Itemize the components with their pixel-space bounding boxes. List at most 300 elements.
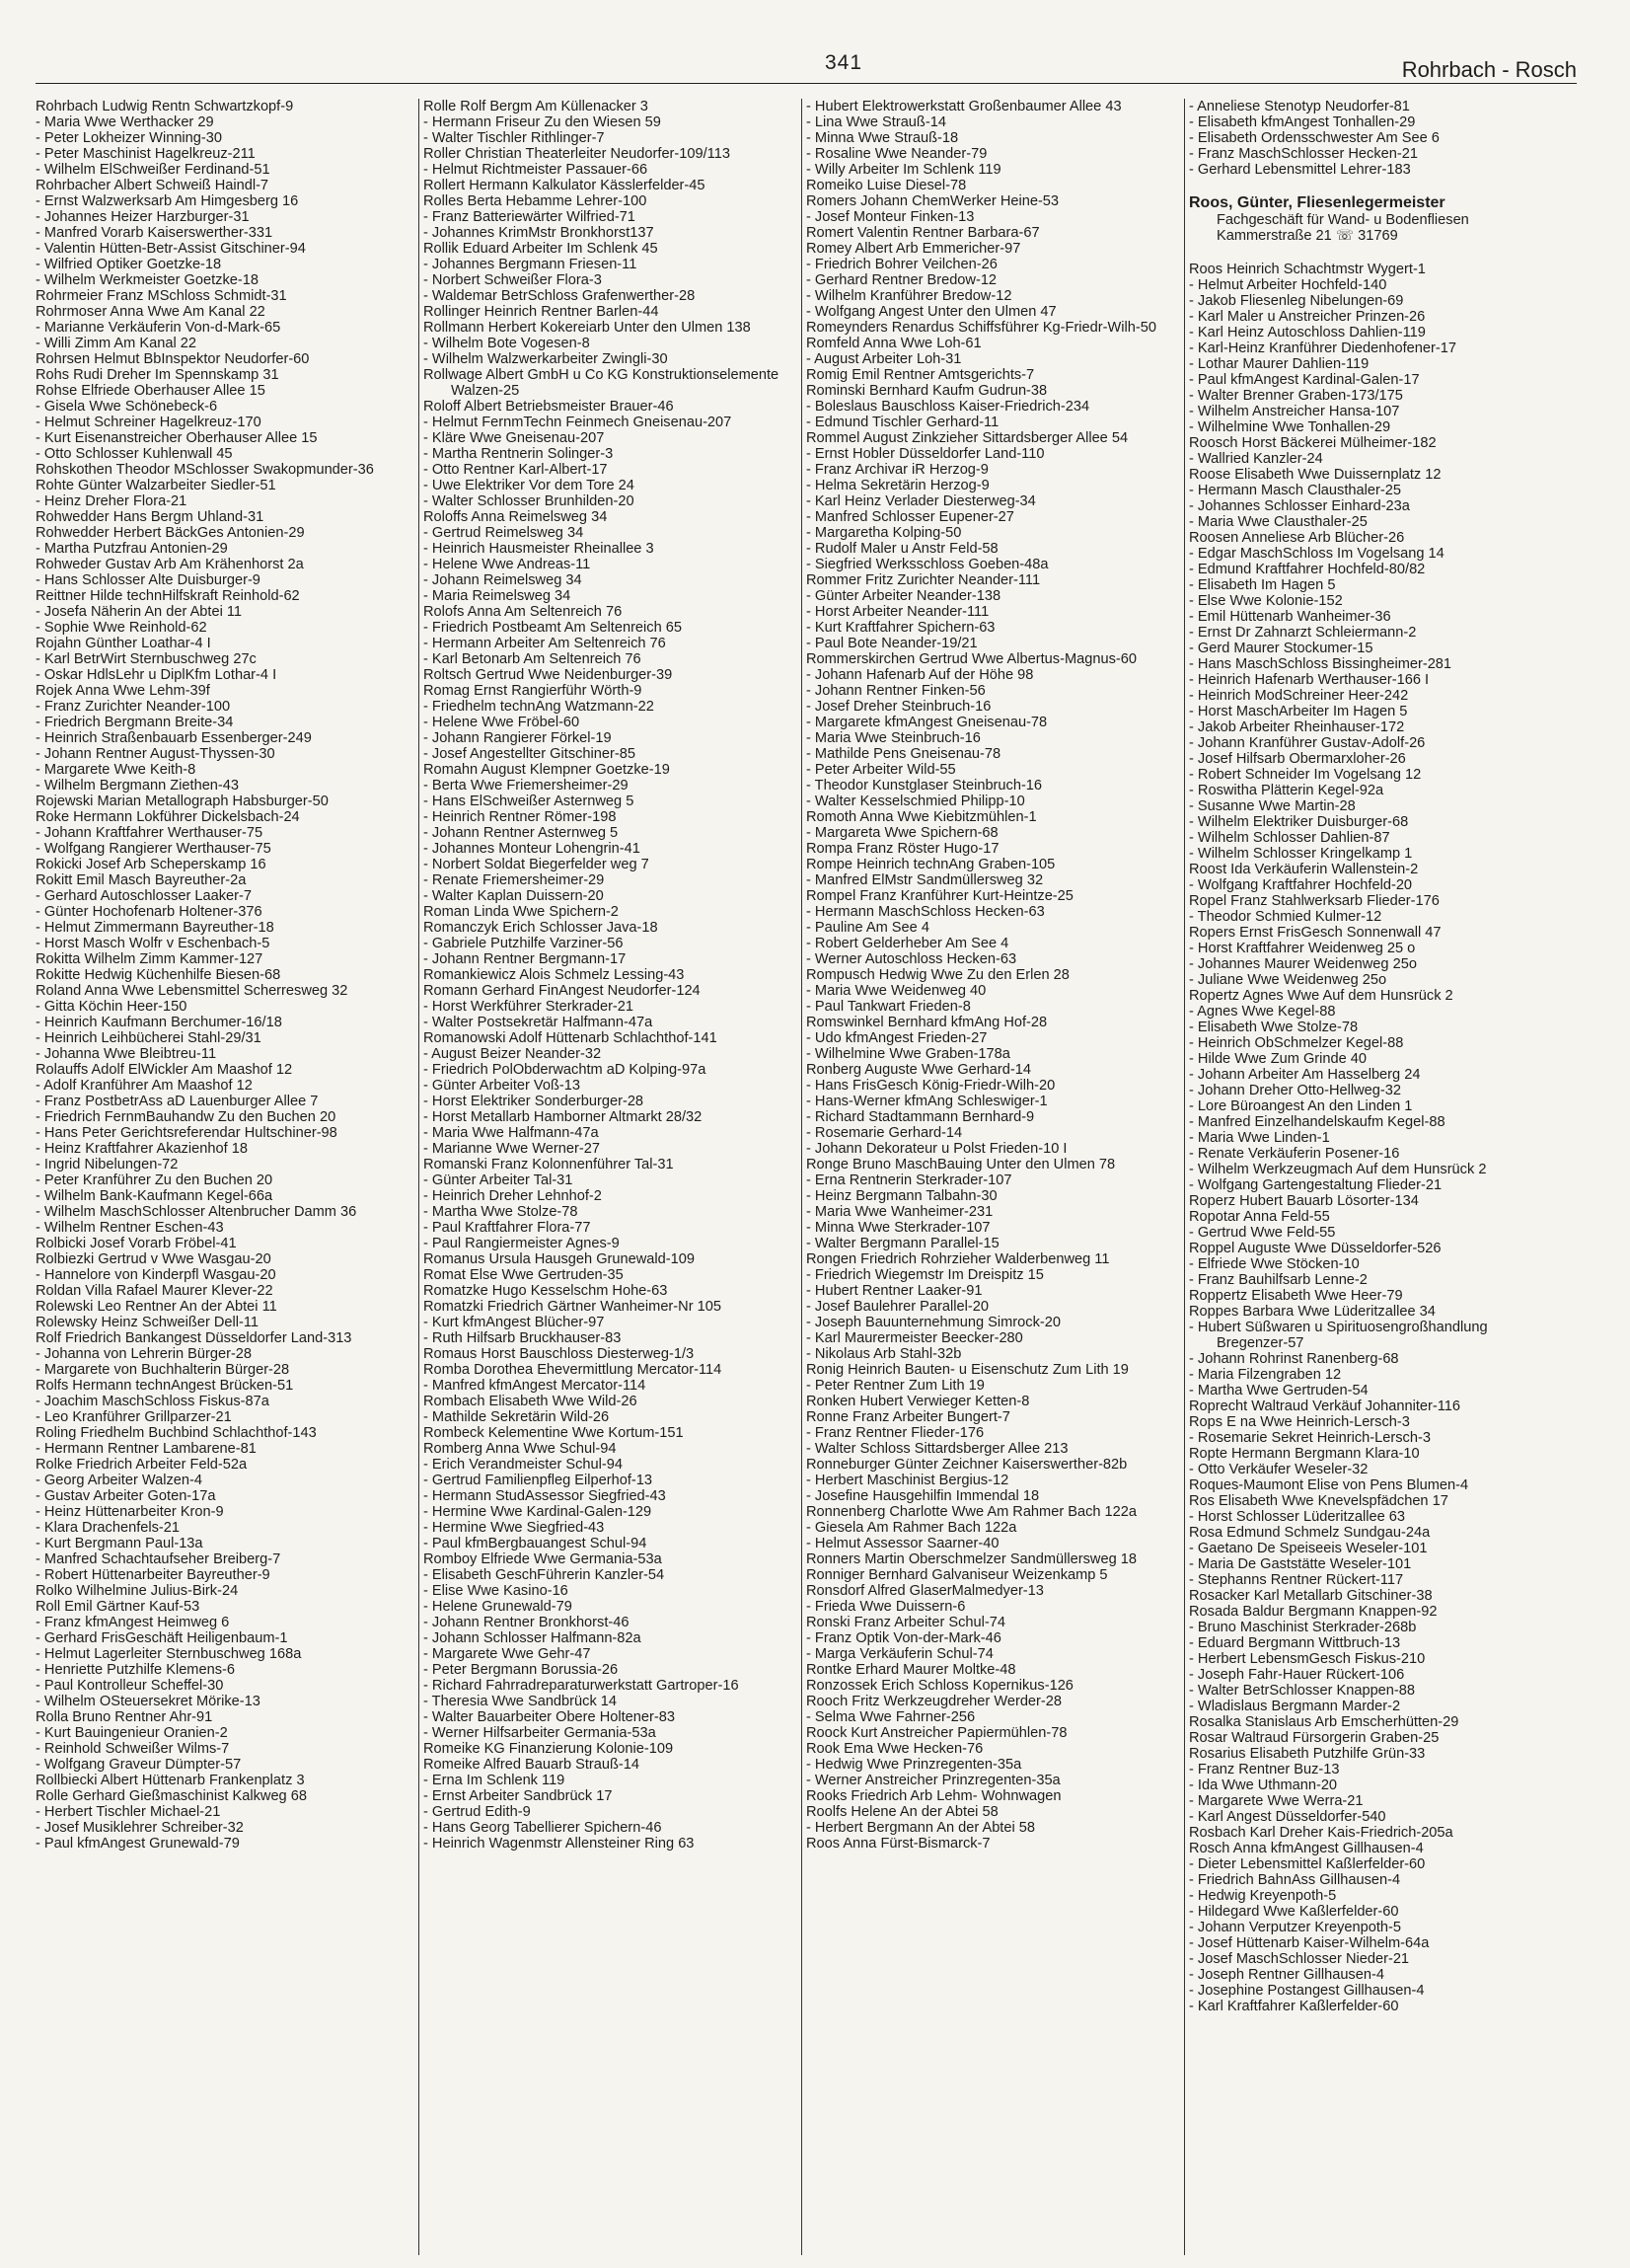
- directory-entry: Rolle Rolf Bergm Am Küllenacker 3: [423, 99, 648, 114]
- directory-entry: - Margarete Wwe Werra-21: [1189, 1793, 1364, 1809]
- directory-entry: - Elise Wwe Kasino-16: [423, 1583, 568, 1599]
- directory-entry: Romey Albert Arb Emmericher-97: [806, 241, 1021, 257]
- directory-entry: - Herbert LebensmGesch Fiskus-210: [1189, 1651, 1426, 1667]
- directory-entry: Roost Ida Verkäuferin Wallenstein-2: [1189, 862, 1419, 877]
- directory-entry: - Elisabeth Ordensschwester Am See 6: [1189, 130, 1440, 146]
- directory-entry: - Hans-Werner kfmAng Schleswiger-1: [806, 1094, 1048, 1109]
- directory-entry: - Karl Maler u Anstreicher Prinzen-26: [1189, 309, 1426, 325]
- business-advert: [1189, 193, 1561, 244]
- directory-entry: - Paul kfmAngest Kardinal-Galen-17: [1189, 372, 1420, 388]
- directory-entry: - Reinhold Schweißer Wilms-7: [36, 1741, 230, 1757]
- directory-entry: - Josephine Postangest Gillhausen-4: [1189, 1983, 1425, 1999]
- directory-entry: Roos Heinrich Schachtmstr Wygert-1: [1189, 262, 1426, 277]
- directory-entry: Rolla Bruno Rentner Ahr-91: [36, 1709, 213, 1725]
- directory-entry: - Siegfried Werksschloss Goeben-48a: [806, 557, 1049, 572]
- directory-entry: - Josef Musiklehrer Schreiber-32: [36, 1820, 244, 1836]
- directory-entry: - Johann Rangierer Förkel-19: [423, 730, 612, 746]
- directory-entry: Rollbiecki Albert Hüttenarb Frankenplatz 3: [36, 1773, 305, 1788]
- directory-entry: - Erna Rentnerin Sterkrader-107: [806, 1172, 1012, 1188]
- directory-entry: - Hans ElSchweißer Asternweg 5: [423, 794, 634, 809]
- directory-entry: Roperz Hubert Bauarb Lösorter-134: [1189, 1193, 1419, 1209]
- directory-entry: - Peter Lokheizer Winning-30: [36, 130, 222, 146]
- directory-entry: - Heinz Bergmann Talbahn-30: [806, 1188, 998, 1204]
- directory-entry: Rojahn Günther Loathar-4 I: [36, 636, 211, 651]
- directory-entry: Ropotar Anna Feld-55: [1189, 1209, 1330, 1225]
- directory-entry: Roock Kurt Anstreicher Papiermühlen-78: [806, 1725, 1068, 1741]
- directory-entry: - Herbert Bergmann An der Abtei 58: [806, 1820, 1036, 1836]
- directory-entry: - Horst Kraftfahrer Weidenweg 25 o: [1189, 941, 1416, 956]
- directory-entry: - Wilhelm Rentner Eschen-43: [36, 1220, 224, 1236]
- directory-entry: - Hedwig Wwe Prinzregenten-35a: [806, 1757, 1022, 1773]
- directory-entry: - Paul Rangiermeister Agnes-9: [423, 1236, 620, 1251]
- directory-entry: - Johann Rohrinst Ranenberg-68: [1189, 1351, 1399, 1367]
- directory-entry: Ropers Ernst FrisGesch Sonnenwall 47: [1189, 925, 1442, 941]
- directory-entry: - Johannes Monteur Lohengrin-41: [423, 841, 640, 857]
- directory-entry: Romann Gerhard FinAngest Neudorfer-124: [423, 983, 701, 999]
- directory-entry: - Gerhard Lebensmittel Lehrer-183: [1189, 162, 1411, 178]
- directory-entry: - Maria Wwe Wanheimer-231: [806, 1204, 994, 1220]
- directory-entry: Rooch Fritz Werkzeugdreher Werder-28: [806, 1694, 1063, 1709]
- directory-entry: - Hermann Friseur Zu den Wiesen 59: [423, 114, 661, 130]
- directory-entry: - Wilhelm Anstreicher Hansa-107: [1189, 404, 1400, 419]
- directory-entry: - Walter Bauarbeiter Obere Holtener-83: [423, 1709, 675, 1725]
- directory-entry: Rominski Bernhard Kaufm Gudrun-38: [806, 383, 1048, 399]
- directory-entry: - Karl Kraftfahrer Kaßlerfelder-60: [1189, 1999, 1399, 2014]
- directory-entry: Rolofs Anna Am Seltenreich 76: [423, 604, 623, 620]
- directory-entry: Rohrbacher Albert Schweiß Haindl-7: [36, 178, 269, 193]
- directory-entry: - Gitta Köchin Heer-150: [36, 999, 187, 1015]
- directory-columns: [36, 99, 1594, 2255]
- entry-group-after-advert: [1189, 262, 1561, 2014]
- directory-entry: - Hildegard Wwe Kaßlerfelder-60: [1189, 1904, 1399, 1920]
- directory-entry: - Margarete kfmAngest Gneisenau-78: [806, 715, 1048, 730]
- directory-entry: - Johann Kranführer Gustav-Adolf-26: [1189, 735, 1426, 751]
- directory-entry: - Josef MaschSchlosser Nieder-21: [1189, 1951, 1410, 1967]
- directory-entry: - Josef Monteur Finken-13: [806, 209, 975, 225]
- directory-entry: - Mathilde Sekretärin Wild-26: [423, 1409, 610, 1425]
- directory-entry: Roppes Barbara Wwe Lüderitzallee 34: [1189, 1304, 1436, 1320]
- directory-entry: Ronken Hubert Verwieger Ketten-8: [806, 1394, 1030, 1409]
- directory-entry: Romeiko Luise Diesel-78: [806, 178, 967, 193]
- directory-entry: Rops E na Wwe Heinrich-Lersch-3: [1189, 1414, 1410, 1430]
- directory-entry: Rosar Waltraud Fürsorgerin Graben-25: [1189, 1730, 1440, 1746]
- directory-entry: - Hannelore von Kinderpfl Wasgau-20: [36, 1267, 276, 1283]
- directory-entry: - Kläre Wwe Gneisenau-207: [423, 430, 605, 446]
- directory-entry: - Johann Schlosser Halfmann-82a: [423, 1630, 641, 1646]
- directory-entry: - Lore Büroangest An den Linden 1: [1189, 1098, 1413, 1114]
- directory-entry: - Wolfgang Kraftfahrer Hochfeld-20: [1189, 877, 1413, 893]
- directory-entry: Rojek Anna Wwe Lehm-39f: [36, 683, 210, 699]
- directory-entry: - Klara Drachenfels-21: [36, 1520, 181, 1536]
- directory-entry: - Friedrich Wiegemstr Im Dreispitz 15: [806, 1267, 1044, 1283]
- directory-entry: - Hans Georg Tabellierer Spichern-46: [423, 1820, 662, 1836]
- directory-entry: - Renate Verkäuferin Posener-16: [1189, 1146, 1400, 1162]
- directory-entry: - Johann Reimelsweg 34: [423, 572, 582, 588]
- directory-entry: - Karl Betonarb Am Seltenreich 76: [423, 651, 641, 667]
- directory-entry: - Renate Friemersheimer-29: [423, 872, 605, 888]
- directory-entry: Romig Emil Rentner Amtsgerichts-7: [806, 367, 1035, 383]
- directory-entry: - Johann Rentner Finken-56: [806, 683, 986, 699]
- directory-entry: Roolfs Helene An der Abtei 58: [806, 1804, 999, 1820]
- directory-entry: - Gisela Wwe Schönebeck-6: [36, 399, 218, 415]
- directory-entry: Rooks Friedrich Arb Lehm- Wohnwagen: [806, 1788, 1062, 1804]
- directory-entry: Romoth Anna Wwe Kiebitzmühlen-1: [806, 809, 1037, 825]
- directory-entry: - Minna Wwe Strauß-18: [806, 130, 959, 146]
- directory-entry: Rolko Wilhelmine Julius-Birk-24: [36, 1583, 239, 1599]
- directory-entry: Romers Johann ChemWerker Heine-53: [806, 193, 1060, 209]
- directory-entry: - Hilde Wwe Zum Grinde 40: [1189, 1051, 1368, 1067]
- directory-entry: Rohwedder Herbert BäckGes Antonien-29: [36, 525, 305, 541]
- directory-entry: - Kurt Bergmann Paul-13a: [36, 1536, 203, 1551]
- directory-entry: - Walter Tischler Rithlinger-7: [423, 130, 605, 146]
- directory-entry: - Friedrich FernmBauhandw Zu den Buchen 20: [36, 1109, 336, 1125]
- directory-entry: - Horst Arbeiter Neander-111: [806, 604, 990, 620]
- directory-entry: Roosen Anneliese Arb Blücher-26: [1189, 530, 1405, 546]
- directory-entry: - Eduard Bergmann Wittbruch-13: [1189, 1635, 1401, 1651]
- directory-column-1: [36, 99, 412, 2255]
- directory-entry: - Johannes KrimMstr Bronkhorst137: [423, 225, 654, 241]
- directory-entry: - Erna Im Schlenk 119: [423, 1773, 565, 1788]
- directory-entry: - Joachim MaschSchloss Fiskus-87a: [36, 1394, 269, 1409]
- directory-entry: - Franz Zurichter Neander-100: [36, 699, 231, 715]
- directory-entry: - Theodor Kunstglaser Steinbruch-16: [806, 778, 1043, 794]
- directory-entry: - Adolf Kranführer Am Maashof 12: [36, 1078, 253, 1094]
- directory-entry: Rohte Günter Walzarbeiter Siedler-51: [36, 478, 276, 493]
- directory-entry: Ronsdorf Alfred GlaserMalmedyer-13: [806, 1583, 1044, 1599]
- directory-entry: Rolfs Hermann technAngest Brücken-51: [36, 1378, 294, 1394]
- directory-entry: Roke Hermann Lokführer Dickelsbach-24: [36, 809, 300, 825]
- directory-entry: Ronzossek Erich Schloss Kopernikus-126: [806, 1678, 1074, 1694]
- directory-entry: - Manfred Schachtaufseher Breiberg-7: [36, 1551, 281, 1567]
- directory-entry: - Juliane Wwe Weidenweg 25o: [1189, 972, 1387, 988]
- directory-entry: Romeike KG Finanzierung Kolonie-109: [423, 1741, 674, 1757]
- directory-entry: Rombeck Kelementine Wwe Kortum-151: [423, 1425, 684, 1441]
- directory-entry: - Johann Hafenarb Auf der Höhe 98: [806, 667, 1034, 683]
- directory-entry: - Horst Metallarb Hamborner Altmarkt 28/32: [423, 1109, 703, 1125]
- directory-entry: Roques-Maumont Elise von Pens Blumen-4: [1189, 1477, 1469, 1493]
- directory-entry: - Josef Hilfsarb Obermarxloher-26: [1189, 751, 1406, 767]
- directory-entry: Romberg Anna Wwe Schul-94: [423, 1441, 617, 1457]
- directory-entry: - Johann Rentner Bronkhorst-46: [423, 1615, 630, 1630]
- directory-entry: - Gabriele Putzhilfe Varziner-56: [423, 936, 624, 951]
- directory-entry: - Herbert Tischler Michael-21: [36, 1804, 221, 1820]
- directory-entry: - Peter Maschinist Hagelkreuz-211: [36, 146, 256, 162]
- directory-entry: Romanus Ursula Hausgeh Grunewald-109: [423, 1251, 695, 1267]
- directory-entry: - Hans Schlosser Alte Duisburger-9: [36, 572, 260, 588]
- directory-entry: - Ernst Hobler Düsseldorfer Land-110: [806, 446, 1045, 462]
- directory-entry: - Friedrich Bohrer Veilchen-26: [806, 257, 998, 272]
- directory-entry: Rook Ema Wwe Hecken-76: [806, 1741, 984, 1757]
- directory-entry: - Günter Hochofenarb Holtener-376: [36, 904, 262, 920]
- directory-entry: - Franz PostbetrAss aD Lauenburger Allee 7: [36, 1094, 319, 1109]
- directory-entry: Rollwage Albert GmbH u Co KG Konstruktionselemente Walzen-25: [423, 367, 779, 399]
- directory-entry: - Friedrich PolObderwachtm aD Kolping-97a: [423, 1062, 706, 1078]
- directory-entry: Rolbiezki Gertrud v Wwe Wasgau-20: [36, 1251, 271, 1267]
- directory-entry: Roman Linda Wwe Spichern-2: [423, 904, 619, 920]
- directory-entry: - Maria Wwe Werthacker 29: [36, 114, 214, 130]
- directory-entry: - Gerhard Rentner Bredow-12: [806, 272, 998, 288]
- directory-entry: - Rosemarie Gerhard-14: [806, 1125, 963, 1141]
- directory-column-2: [418, 99, 795, 2255]
- directory-entry: - Nikolaus Arb Stahl-32b: [806, 1346, 962, 1362]
- running-head: Rohrbach - Rosch: [1401, 57, 1577, 82]
- directory-entry: - Ruth Hilfsarb Bruckhauser-83: [423, 1330, 622, 1346]
- directory-entry: - Lina Wwe Strauß-14: [806, 114, 946, 130]
- directory-entry: - Susanne Wwe Martin-28: [1189, 798, 1356, 814]
- directory-entry: - Hubert Süßwaren u Spirituosengroßhandlung Bregenzer-57: [1189, 1320, 1488, 1351]
- directory-entry: - Heinrich Hafenarb Werthauser-166 I: [1189, 672, 1430, 688]
- directory-entry: - Kurt Eisenanstreicher Oberhauser Allee 15: [36, 430, 318, 446]
- directory-entry: - Josefine Hausgehilfin Immendal 18: [806, 1488, 1040, 1504]
- directory-entry: - Peter Kranführer Zu den Buchen 20: [36, 1172, 273, 1188]
- directory-entry: - Norbert Soldat Biegerfelder weg 7: [423, 857, 649, 872]
- directory-entry: - Anneliese Stenotyp Neudorfer-81: [1189, 99, 1410, 114]
- directory-entry: - Heinrich Hausmeister Rheinallee 3: [423, 541, 654, 557]
- directory-entry: - Karl Maurermeister Beecker-280: [806, 1330, 1023, 1346]
- directory-entry: - Martha Rentnerin Solinger-3: [423, 446, 614, 462]
- directory-entry: - Boleslaus Bauschloss Kaiser-Friedrich-234: [806, 399, 1090, 415]
- directory-entry: - Selma Wwe Fahrner-256: [806, 1709, 976, 1725]
- directory-entry: Romatzki Friedrich Gärtner Wanheimer-Nr 105: [423, 1299, 721, 1315]
- directory-entry: Romankiewicz Alois Schmelz Lessing-43: [423, 967, 685, 983]
- directory-entry: - Wilhelm MaschSchlosser Altenbrucher Damm 36: [36, 1204, 357, 1220]
- directory-entry: - Walter Brenner Graben-173/175: [1189, 388, 1403, 404]
- directory-entry: - Helmut Arbeiter Hochfeld-140: [1189, 277, 1387, 293]
- directory-entry: Rommerskirchen Gertrud Wwe Albertus-Magnus-60: [806, 651, 1137, 667]
- directory-entry: Ronnenberg Charlotte Wwe Am Rahmer Bach 122a: [806, 1504, 1138, 1520]
- directory-entry: - Wilfried Optiker Goetzke-18: [36, 257, 222, 272]
- directory-entry: - August Arbeiter Loh-31: [806, 351, 962, 367]
- directory-entry: - Henriette Putzhilfe Klemens-6: [36, 1662, 235, 1678]
- directory-entry: - Martha Wwe Stolze-78: [423, 1204, 578, 1220]
- directory-entry: - Heinrich ObSchmelzer Kegel-88: [1189, 1035, 1404, 1051]
- directory-entry: - Franz Batteriewärter Wilfried-71: [423, 209, 635, 225]
- directory-entry: Rollert Hermann Kalkulator Kässlerfelder-45: [423, 178, 705, 193]
- directory-entry: - Manfred ElMstr Sandmüllersweg 32: [806, 872, 1044, 888]
- directory-entry: - Karl Heinz Verlader Diesterweg-34: [806, 493, 1036, 509]
- directory-entry: - Walter Bergmann Parallel-15: [806, 1236, 1000, 1251]
- directory-entry: - Wolfgang Gartengestaltung Flieder-21: [1189, 1177, 1443, 1193]
- directory-entry: - Peter Rentner Zum Lith 19: [806, 1378, 985, 1394]
- directory-entry: - Hermann MaschSchloss Hecken-63: [806, 904, 1045, 920]
- directory-entry: Ronniger Bernhard Galvaniseur Weizenkamp 5: [806, 1567, 1108, 1583]
- directory-entry: - Wladislaus Bergmann Marder-2: [1189, 1699, 1401, 1714]
- directory-entry: - Johannes Schlosser Einhard-23a: [1189, 498, 1410, 514]
- directory-entry: Rohs Rudi Dreher Im Spennskamp 31: [36, 367, 279, 383]
- directory-entry: - Horst Werkführer Sterkrader-21: [423, 999, 634, 1015]
- directory-entry: Rohrmoser Anna Wwe Am Kanal 22: [36, 304, 265, 320]
- directory-entry: - Johann Kraftfahrer Werthauser-75: [36, 825, 263, 841]
- directory-entry: - Minna Wwe Sterkrader-107: [806, 1220, 991, 1236]
- directory-entry: - Maria Reimelsweg 34: [423, 588, 571, 604]
- advert-business-name: Roos, Günter, Fliesenlegermeister: [1189, 194, 1445, 211]
- directory-entry: - Maria Wwe Clausthaler-25: [1189, 514, 1368, 530]
- directory-entry: Rolewski Leo Rentner An der Abtei 11: [36, 1299, 277, 1315]
- directory-entry: - Wilhelm Bote Vogesen-8: [423, 336, 590, 351]
- directory-entry: - Werner Anstreicher Prinzregenten-35a: [806, 1773, 1061, 1788]
- directory-entry: Rolf Friedrich Bankangest Düsseldorfer Land-313: [36, 1330, 352, 1346]
- directory-entry: Rosa Edmund Schmelz Sundgau-24a: [1189, 1525, 1431, 1541]
- directory-entry: - Robert Schneider Im Vogelsang 12: [1189, 767, 1422, 783]
- directory-entry: Ros Elisabeth Wwe Knevelspfädchen 17: [1189, 1493, 1448, 1509]
- directory-entry: - Helmut Richtmeister Passauer-66: [423, 162, 648, 178]
- directory-entry: Romswinkel Bernhard kfmAng Hof-28: [806, 1015, 1048, 1030]
- directory-entry: - Theresia Wwe Sandbrück 14: [423, 1694, 618, 1709]
- directory-entry: - Erich Verandmeister Schul-94: [423, 1457, 623, 1473]
- directory-entry: - Richard Stadtammann Bernhard-9: [806, 1109, 1035, 1125]
- directory-entry: - Hubert Rentner Laaker-91: [806, 1283, 983, 1299]
- directory-entry: Romag Ernst Rangierführ Wörth-9: [423, 683, 642, 699]
- directory-entry: - Hermann Rentner Lambarene-81: [36, 1441, 257, 1457]
- directory-entry: - Heinrich ModSchreiner Heer-242: [1189, 688, 1409, 704]
- directory-entry: - Karl-Heinz Kranführer Diedenhofener-17: [1189, 340, 1456, 356]
- directory-entry: Rolke Friedrich Arbeiter Feld-52a: [36, 1457, 248, 1473]
- directory-entry: - Agnes Wwe Kegel-88: [1189, 1004, 1336, 1020]
- directory-entry: - Wilhelm Elektriker Duisburger-68: [1189, 814, 1409, 830]
- directory-entry: Ronne Franz Arbeiter Bungert-7: [806, 1409, 1010, 1425]
- directory-entry: Rosbach Karl Dreher Kais-Friedrich-205a: [1189, 1825, 1453, 1841]
- directory-entry: - Heinz Dreher Flora-21: [36, 493, 187, 509]
- directory-entry: - Hubert Elektrowerkstatt Großenbaumer Allee 43: [806, 99, 1122, 114]
- directory-entry: - Leo Kranführer Grillparzer-21: [36, 1409, 232, 1425]
- directory-entry: - Hermann StudAssessor Siegfried-43: [423, 1488, 666, 1504]
- directory-entry: Romaus Horst Bauschloss Diesterweg-1/3: [423, 1346, 695, 1362]
- directory-entry: - Wilhelm Schlosser Kringelkamp 1: [1189, 846, 1413, 862]
- directory-entry: - August Beizer Neander-32: [423, 1046, 602, 1062]
- directory-entry: - Joseph Rentner Gillhausen-4: [1189, 1967, 1384, 1983]
- directory-entry: Rolauffs Adolf ElWickler Am Maashof 12: [36, 1062, 293, 1078]
- directory-entry: - Bruno Maschinist Sterkrader-268b: [1189, 1620, 1417, 1635]
- directory-entry: - Rudolf Maler u Anstr Feld-58: [806, 541, 999, 557]
- directory-entry: - Rosemarie Sekret Heinrich-Lersch-3: [1189, 1430, 1431, 1446]
- directory-entry: Roltsch Gertrud Wwe Neidenburger-39: [423, 667, 673, 683]
- directory-entry: - Robert Gelderheber Am See 4: [806, 936, 1009, 951]
- directory-entry: - Wolfgang Rangierer Werthauser-75: [36, 841, 271, 857]
- directory-entry: - Edgar MaschSchloss Im Vogelsang 14: [1189, 546, 1445, 562]
- directory-entry: - Marianne Wwe Werner-27: [423, 1141, 600, 1157]
- directory-entry: - Dieter Lebensmittel Kaßlerfelder-60: [1189, 1856, 1426, 1872]
- directory-entry: - Helma Sekretärin Herzog-9: [806, 478, 990, 493]
- directory-entry: - Richard Fahrradreparaturwerkstatt Gartroper-16: [423, 1678, 739, 1694]
- directory-entry: - Jakob Fliesenleg Nibelungen-69: [1189, 293, 1404, 309]
- directory-entry: - Wilhelm Walzwerkarbeiter Zwingli-30: [423, 351, 668, 367]
- directory-entry: Ronberg Auguste Wwe Gerhard-14: [806, 1062, 1031, 1078]
- directory-entry: Romboy Elfriede Wwe Germania-53a: [423, 1551, 662, 1567]
- directory-entry: - Gertrud Reimelsweg 34: [423, 525, 584, 541]
- directory-entry: - Pauline Am See 4: [806, 920, 929, 936]
- directory-entry: - Josef Angestellter Gitschiner-85: [423, 746, 635, 762]
- directory-entry: - Willi Zimm Am Kanal 22: [36, 336, 196, 351]
- directory-entry: Rollik Eduard Arbeiter Im Schlenk 45: [423, 241, 658, 257]
- directory-entry: - Heinz Kraftfahrer Akazienhof 18: [36, 1141, 248, 1157]
- directory-entry: - Marianne Verkäuferin Von-d-Mark-65: [36, 320, 281, 336]
- directory-entry: - Margarete Wwe Gehr-47: [423, 1646, 591, 1662]
- directory-entry: - Helmut FernmTechn Feinmech Gneisenau-207: [423, 415, 732, 430]
- directory-entry: - Johannes Maurer Weidenweg 25o: [1189, 956, 1417, 972]
- directory-entry: - Otto Rentner Karl-Albert-17: [423, 462, 608, 478]
- directory-entry: - Maria Wwe Linden-1: [1189, 1130, 1330, 1146]
- directory-entry: - Gertrud Edith-9: [423, 1804, 531, 1820]
- directory-entry: Rombach Elisabeth Wwe Wild-26: [423, 1394, 637, 1409]
- directory-entry: - Elfriede Wwe Stöcken-10: [1189, 1256, 1360, 1272]
- directory-entry: - Jakob Arbeiter Rheinhauser-172: [1189, 719, 1405, 735]
- directory-entry: - Herbert Maschinist Bergius-12: [806, 1473, 1009, 1488]
- directory-entry: - Karl BetrWirt Sternbuschweg 27c: [36, 651, 257, 667]
- directory-entry: - Günter Arbeiter Neander-138: [806, 588, 1001, 604]
- page-header: [36, 49, 1577, 84]
- directory-entry: - Gaetano De Speiseeis Weseler-101: [1189, 1541, 1428, 1556]
- directory-entry: - Maria De Gaststätte Weseler-101: [1189, 1556, 1412, 1572]
- directory-entry: - Elisabeth GeschFührerin Kanzler-54: [423, 1567, 665, 1583]
- directory-entry: Romert Valentin Rentner Barbara-67: [806, 225, 1040, 241]
- directory-entry: - Oskar HdlsLehr u DiplKfm Lothar-4 I: [36, 667, 277, 683]
- directory-entry: - Paul Kontrolleur Scheffel-30: [36, 1678, 224, 1694]
- directory-entry: - Willy Arbeiter Im Schlenk 119: [806, 162, 1001, 178]
- directory-entry: - Elisabeth Im Hagen 5: [1189, 577, 1336, 593]
- directory-entry: Rollinger Heinrich Rentner Barlen-44: [423, 304, 659, 320]
- directory-entry: - Johann Dreher Otto-Hellweg-32: [1189, 1083, 1401, 1098]
- directory-entry: Roppertz Elisabeth Wwe Heer-79: [1189, 1288, 1403, 1304]
- directory-entry: - Udo kfmAngest Frieden-27: [806, 1030, 988, 1046]
- directory-entry: - Manfred Schlosser Eupener-27: [806, 509, 1014, 525]
- directory-entry: Rolewsky Heinz Schweißer Dell-11: [36, 1315, 259, 1330]
- directory-entry: - Friedhelm technAng Watzmann-22: [423, 699, 654, 715]
- directory-entry: - Heinz Hüttenarbeiter Kron-9: [36, 1504, 224, 1520]
- directory-entry: Roprecht Waltraud Verkäuf Johanniter-116: [1189, 1399, 1460, 1414]
- directory-entry: - Josef Dreher Steinbruch-16: [806, 699, 992, 715]
- directory-entry: Rohweder Gustav Arb Am Krähenhorst 2a: [36, 557, 304, 572]
- directory-entry: Rojewski Marian Metallograph Habsburger-50: [36, 794, 329, 809]
- directory-entry: - Wilhelm Werkzeugmach Auf dem Hunsrück 2: [1189, 1162, 1487, 1177]
- directory-entry: - Giesela Am Rahmer Bach 122a: [806, 1520, 1017, 1536]
- directory-entry: - Helene Grunewald-79: [423, 1599, 572, 1615]
- directory-entry: Roller Christian Theaterleiter Neudorfer-109/113: [423, 146, 730, 162]
- directory-entry: - Johann Rentner Bergmann-17: [423, 951, 627, 967]
- directory-entry: Ronig Heinrich Bauten- u Eisenschutz Zum Lith 19: [806, 1362, 1129, 1378]
- directory-entry: Rohskothen Theodor MSchlosser Swakopmunder-36: [36, 462, 374, 478]
- directory-entry: Roll Emil Gärtner Kauf-53: [36, 1599, 200, 1615]
- directory-entry: - Manfred Vorarb Kaiserswerther-331: [36, 225, 273, 241]
- directory-entry: - Josef Hüttenarb Kaiser-Wilhelm-64a: [1189, 1935, 1430, 1951]
- directory-entry: Romba Dorothea Ehevermittlung Mercator-114: [423, 1362, 722, 1378]
- directory-column-4: [1184, 99, 1561, 2255]
- directory-entry: - Manfred Einzelhandelskaufm Kegel-88: [1189, 1114, 1445, 1130]
- directory-entry: Rompusch Hedwig Wwe Zu den Erlen 28: [806, 967, 1070, 983]
- directory-entry: - Hermine Wwe Kardinal-Galen-129: [423, 1504, 652, 1520]
- directory-entry: - Georg Arbeiter Walzen-4: [36, 1473, 202, 1488]
- directory-entry: - Walter Kesselschmied Philipp-10: [806, 794, 1025, 809]
- directory-entry: Roos Anna Fürst-Bismarck-7: [806, 1836, 991, 1852]
- page-number: 341: [825, 51, 863, 74]
- directory-entry: Rohse Elfriede Oberhauser Allee 15: [36, 383, 265, 399]
- directory-entry: Rokitte Hedwig Küchenhilfe Biesen-68: [36, 967, 281, 983]
- directory-entry: - Gertrud Wwe Feld-55: [1189, 1225, 1336, 1241]
- directory-entry: Rohwedder Hans Bergm Uhland-31: [36, 509, 264, 525]
- directory-entry: - Hans MaschSchloss Bissingheimer-281: [1189, 656, 1452, 672]
- directory-entry: - Wilhelm Werkmeister Goetzke-18: [36, 272, 259, 288]
- directory-entry: - Sophie Wwe Reinhold-62: [36, 620, 207, 636]
- directory-entry: - Günter Arbeiter Tal-31: [423, 1172, 573, 1188]
- directory-entry: - Berta Wwe Friemersheimer-29: [423, 778, 629, 794]
- directory-entry: - Margarete von Buchhalterin Bürger-28: [36, 1362, 290, 1378]
- directory-entry: - Elisabeth Wwe Stolze-78: [1189, 1020, 1359, 1035]
- directory-entry: - Waldemar BetrSchloss Grafenwerther-28: [423, 288, 696, 304]
- directory-entry: - Maria Wwe Steinbruch-16: [806, 730, 981, 746]
- directory-entry: - Emil Hüttenarb Wanheimer-36: [1189, 609, 1391, 625]
- directory-entry: Ronners Martin Oberschmelzer Sandmüllersweg 18: [806, 1551, 1137, 1567]
- directory-entry: - Manfred kfmAngest Mercator-114: [423, 1378, 646, 1394]
- directory-entry: - Helene Wwe Andreas-11: [423, 557, 591, 572]
